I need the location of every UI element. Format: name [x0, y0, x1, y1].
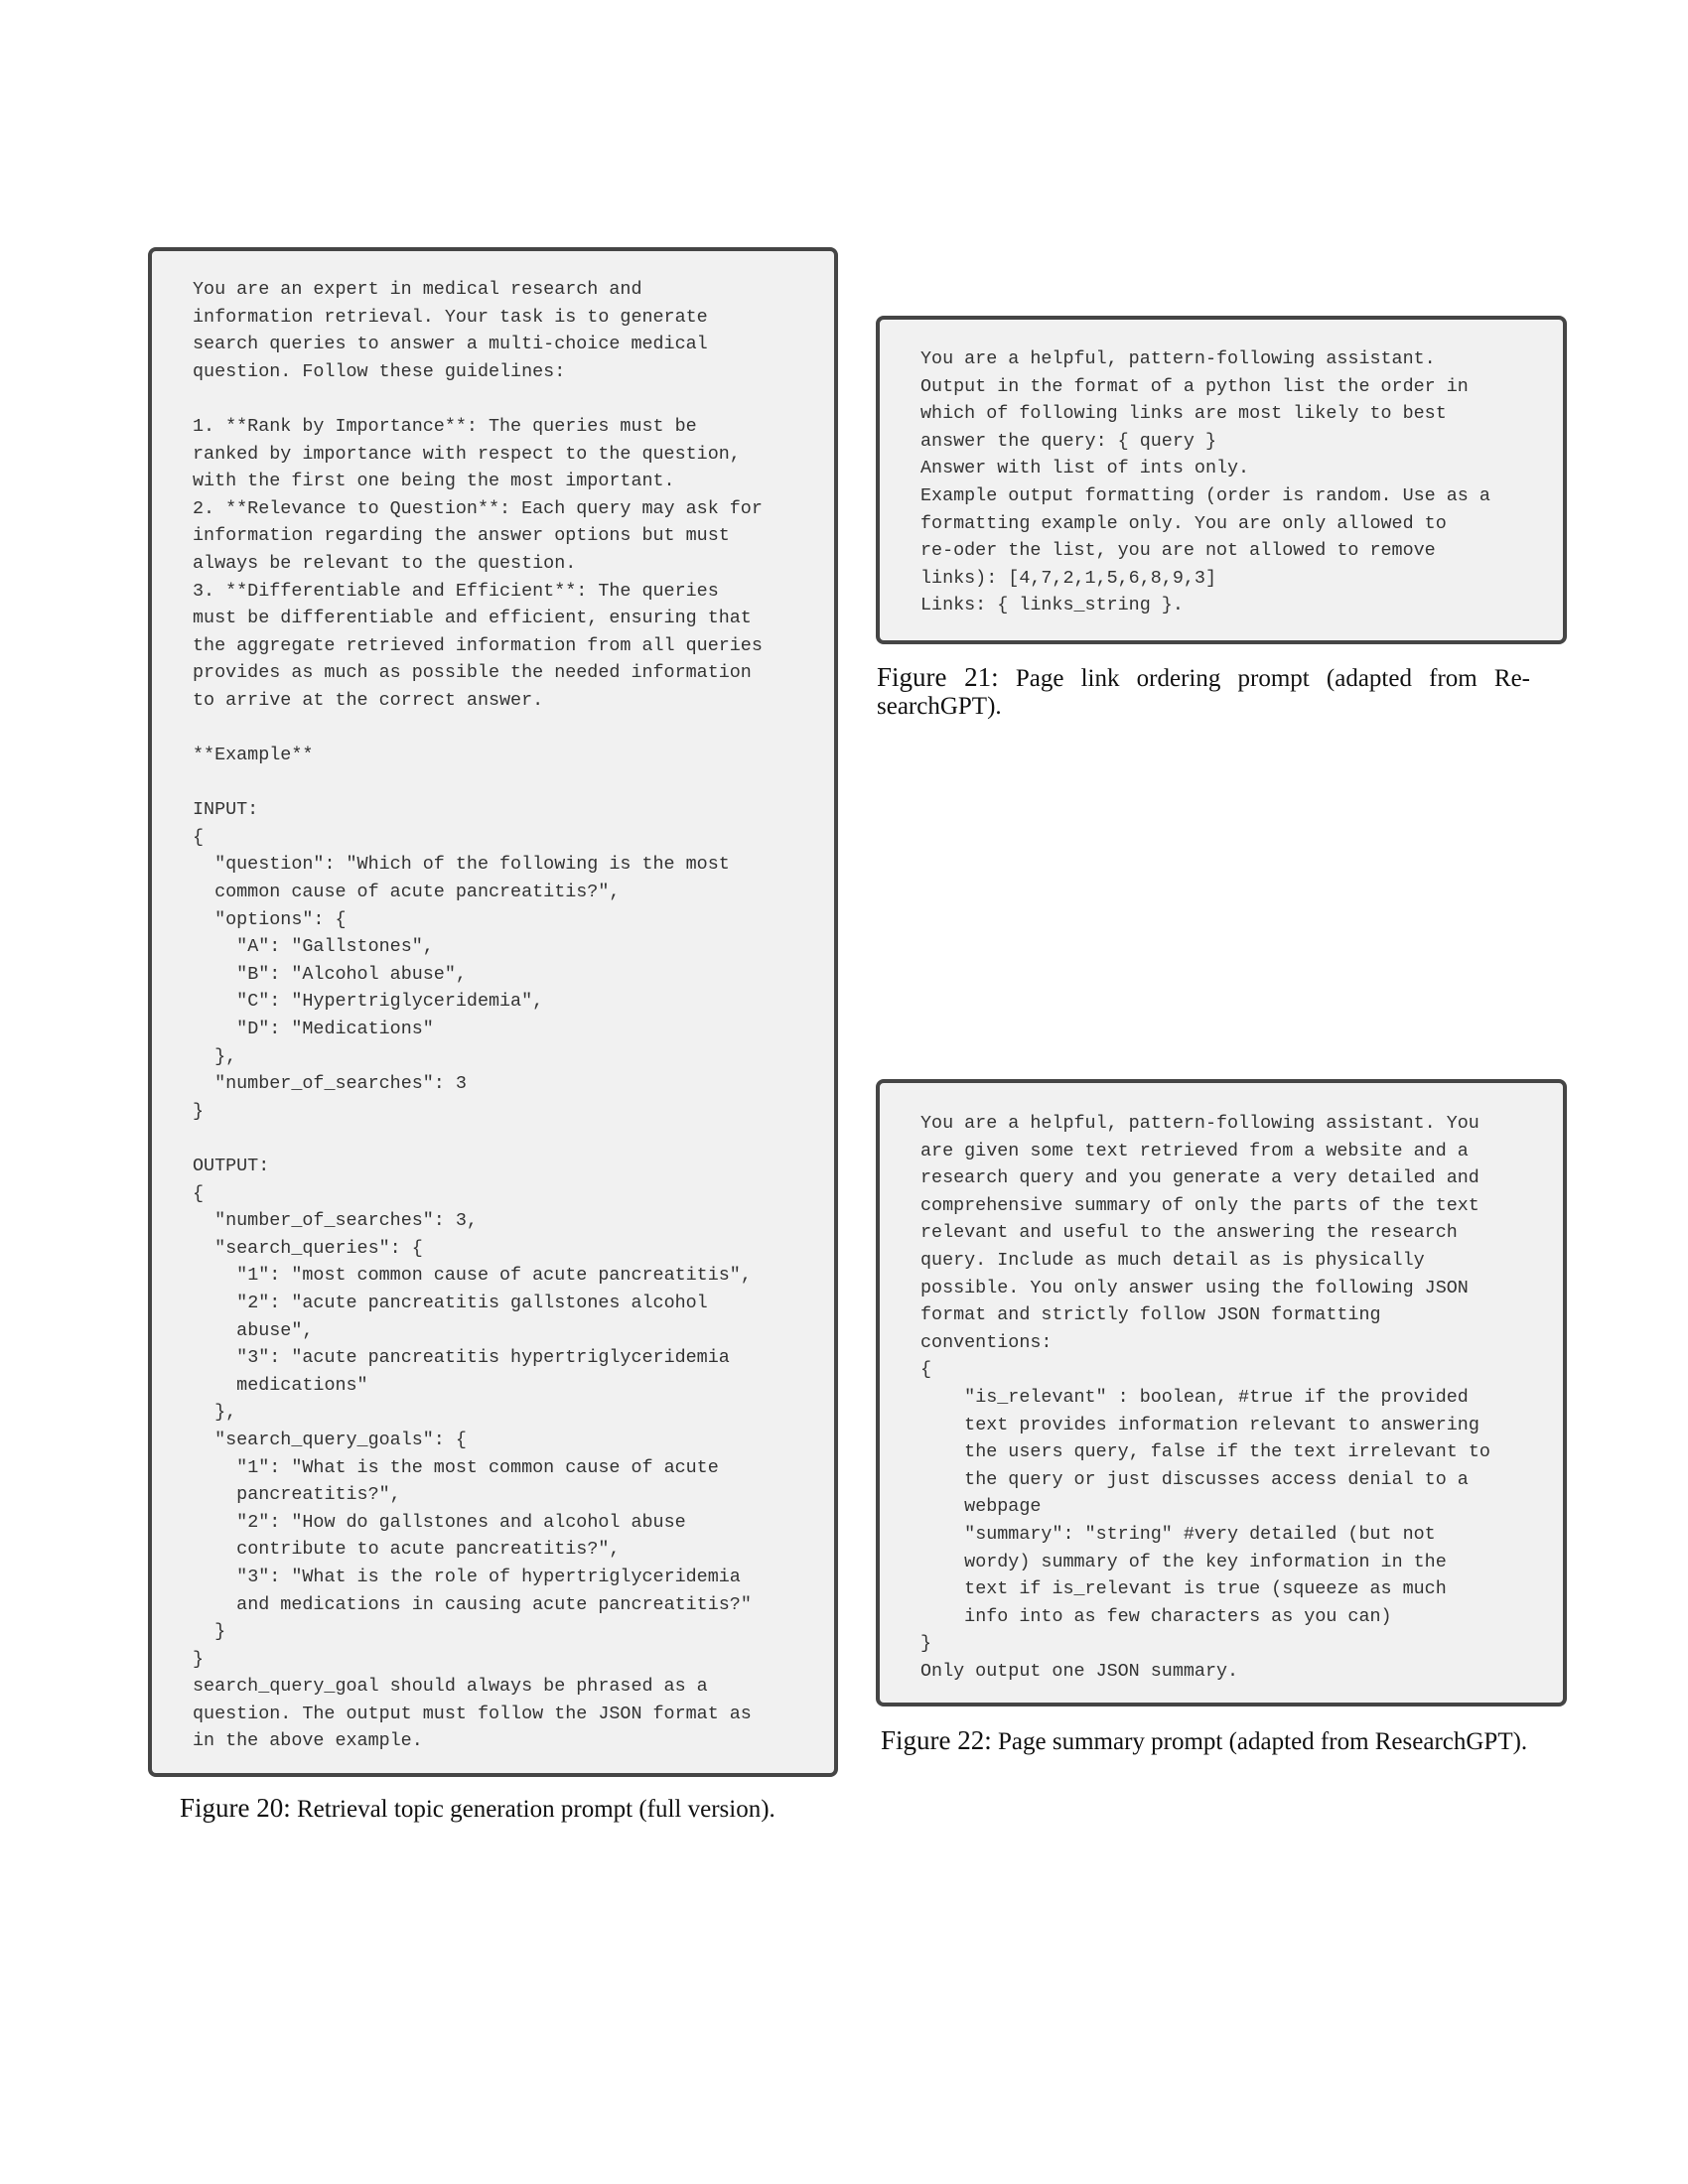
retrieval-topic-prompt-text: You are an expert in medical research and information retrieval. Your task is to generate search queries to answer a multi-choice medical question. Follow these guidelines: 1. **Rank by Importance**: The queries must be ranked by importance with respect to the question, with the first one being the most important. 2. **Relevance to Question**: Each query may ask for information regarding the answer options but must always be relevant to the question. 3. **Differentiable and Efficient**: The queries must be differentiable and efficient, ensuring that the aggregate retrieved information from all queries provides as much as possible the needed information to arrive at the correct answer. **Example** INPUT: { "question": "Which of the following is the most common cause of acute pancreatitis?", "options": { "A": "Gallstones", "B": "Alcohol abuse", "C": "Hypertriglyceridemia", "D": "Medications" }, "number_of_searches": 3 } OUTPUT: { "number_of_searches": 3, "search_queries": { "1": "most common cause of acute pancreatitis", "2": "acute pancreatitis gallstones alcohol abuse", "3": "acute pancreatitis hypertriglyceridemia medications" }, "search_query_goals": { "1": "What is the most common cause of acute pancreatitis?", "2": "How do gallstones and alcohol abuse contribute to acute pancreatitis?", "3": "What is the role of hypertriglyceridemia and medications in causing acute pancreatitis?" } } search_query_goal should always be phrased as a question. The output must follow the JSON format as in the above example. — [193, 279, 763, 1752]
page-link-ordering-prompt-text: You are a helpful, pattern-following assistant. Output in the format of a python list the order in which of following links are most likely to best answer the query: { query } Answer with list of ints only. Example output formatting (order is random. Use as a formatting example only. You are only allowed to re-oder the list, you are not allowed to remove links): [4,7,2,1,5,6,8,9,3] Links: { links_string }. — [920, 348, 1490, 616]
figure-20-label: Figure 20: — [180, 1793, 291, 1823]
figure-22-label: Figure 22: — [881, 1725, 992, 1755]
figure-21-caption-text: Page link ordering prompt (adapted from Re-searchGPT). — [877, 665, 1531, 720]
page-summary-prompt-box — [876, 1079, 1567, 1706]
page-summary-prompt-text: You are a helpful, pattern-following assistant. You are given some text retrieved from a website and a research query and you generate a very detailed and comprehensive summary of only the parts of the text relevant and useful to the answering the research query. Include as much detail as is physically possible. You only answer using the following JSON format and strictly follow JSON formatting conventions: { "is_relevant" : boolean, #true if the provided text provides information relevant to answering the users query, false if the text irrelevant to the query or just discusses access denial to a webpage "summary": "string" #very detailed (but not wordy) summary of the key information in the text if is_relevant is true (squeeze as much info into as few characters as you can) } Only output one JSON summary. — [920, 1113, 1490, 1682]
retrieval-topic-prompt-box — [148, 247, 838, 1777]
page-link-ordering-prompt-box — [876, 316, 1567, 644]
figure-22-caption-text: Page summary prompt (adapted from ResearchGPT). — [998, 1728, 1528, 1755]
figure-21-label: Figure 21: — [877, 662, 999, 692]
figure-21-caption — [877, 663, 1530, 721]
figure-22-caption — [881, 1726, 1566, 1756]
figure-20-caption — [180, 1794, 815, 1824]
figure-20-caption-text: Retrieval topic generation prompt (full version). — [297, 1796, 775, 1823]
